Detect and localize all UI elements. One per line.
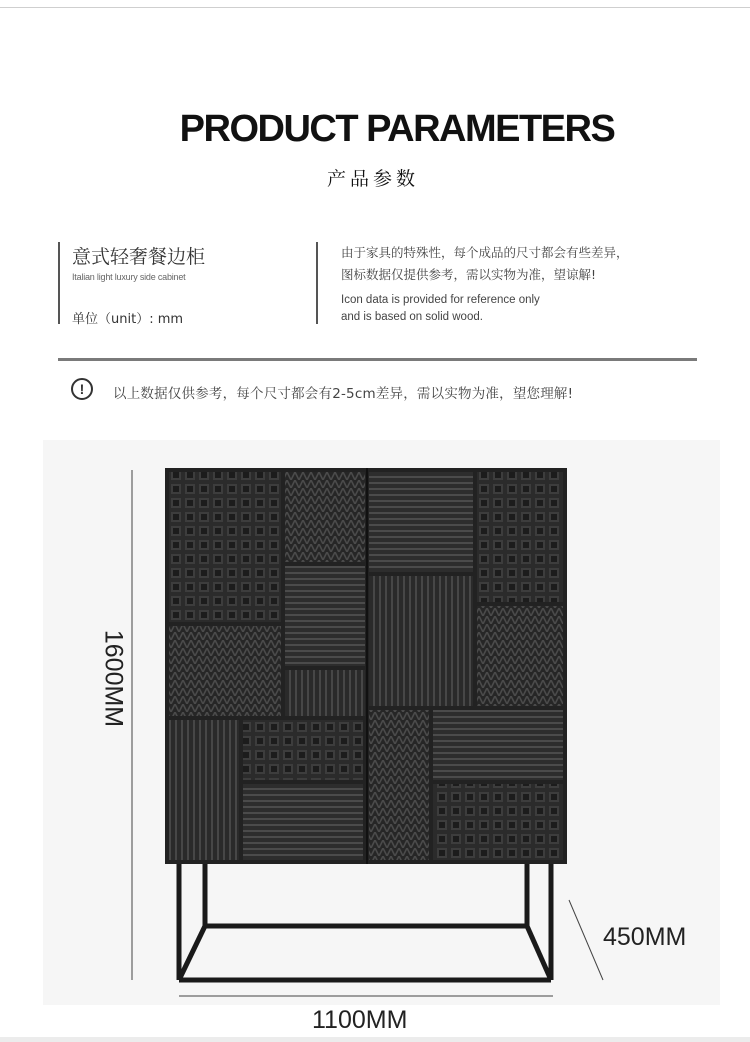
info-right-bar bbox=[316, 242, 318, 324]
warning-text: 以上数据仅供参考，每个尺寸都会有2-5cm差异，需以实物为准，望您理解! bbox=[113, 386, 574, 402]
cabinet-stand bbox=[179, 864, 551, 980]
note-en-line1: Icon data is provided for reference only bbox=[341, 294, 540, 306]
exclamation-circle-icon: ! bbox=[71, 378, 93, 400]
note-cn-line1: 由于家具的特殊性，每个成品的尺寸都会有些差异， bbox=[341, 245, 629, 260]
product-name-en: Italian light luxury side cabinet bbox=[72, 272, 186, 282]
page-subtitle: 产品参数 bbox=[326, 168, 419, 190]
info-left-bar bbox=[58, 242, 60, 324]
note-cn-line2: 图标数据仅提供参考，需以实物为准，望谅解! bbox=[341, 267, 597, 282]
width-label: 1100MM bbox=[312, 1006, 408, 1034]
note-en-line2: and is based on solid wood. bbox=[341, 311, 483, 323]
unit-label: 单位（unit）: mm bbox=[72, 312, 184, 327]
product-name-cn: 意式轻奢餐边柜 bbox=[72, 246, 206, 268]
cabinet-illustration bbox=[43, 440, 720, 1005]
height-label: 1600MM bbox=[99, 629, 128, 728]
top-divider bbox=[0, 7, 750, 8]
depth-dimension-line bbox=[569, 900, 603, 980]
page-title: PRODUCT PARAMETERS bbox=[179, 108, 615, 150]
section-divider bbox=[58, 358, 697, 361]
product-photo bbox=[43, 440, 720, 1005]
note-cn bbox=[341, 242, 721, 286]
note-en bbox=[341, 292, 721, 326]
depth-label: 450MM bbox=[603, 923, 687, 951]
bottom-strip bbox=[0, 1037, 750, 1042]
